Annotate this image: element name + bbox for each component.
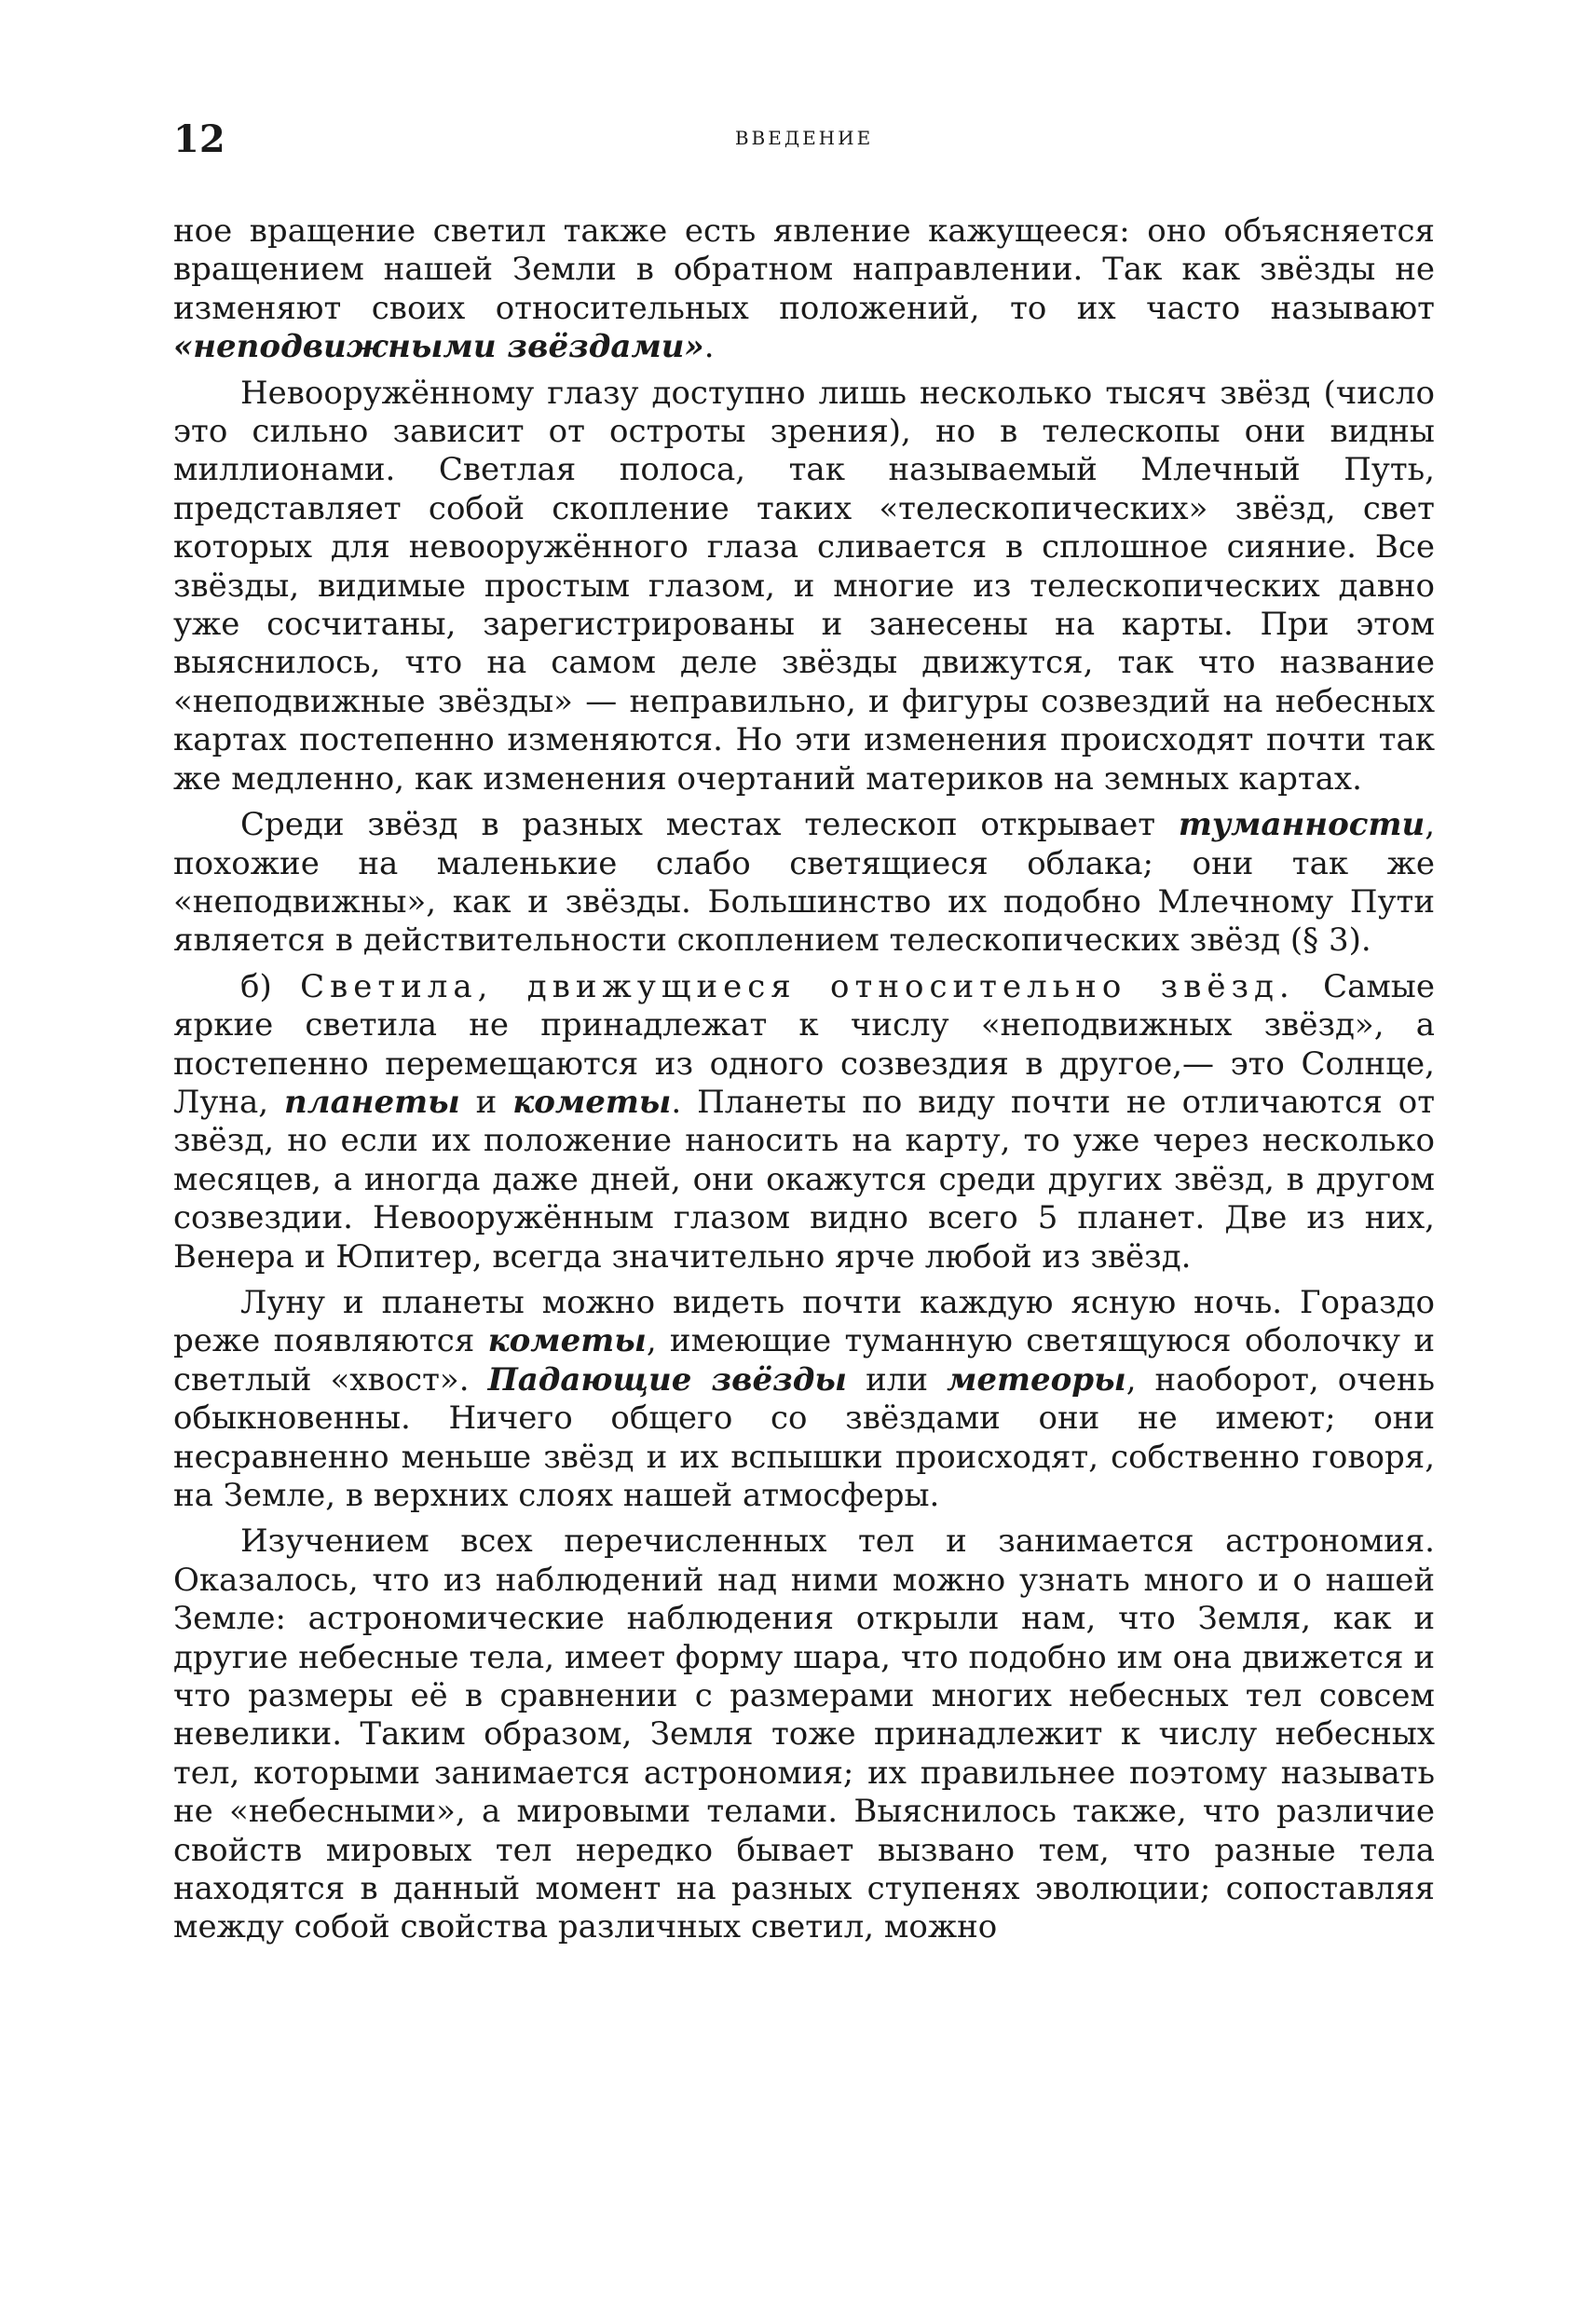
emphasis: метеоры [947, 1360, 1126, 1399]
section-heading-spaced: Светила, движущиеся относительно звёзд. [300, 967, 1295, 1005]
text-run: Самые яркие светила не принадлежат к числу «неподвижных звёзд», а постепенно перемещаются из одного созвездия в другое,— это Солнце, Луна, [173, 967, 1435, 1121]
paragraph-2 [173, 375, 1435, 799]
paragraph-1 [173, 212, 1435, 367]
paragraph-4 [173, 968, 1435, 1276]
text-run: ное вращение светил также есть явление кажущееся: оно объясняется вращением нашей Земли в обратном направлении. Так как звёзды не изменяют своих относительных положений, то их часто называют [173, 212, 1435, 327]
emphasis: Падающие звёзды [487, 1360, 848, 1399]
text-run: , имеющие туманную светящуюся оболочку и светлый «хвост». [173, 1322, 1436, 1399]
paragraph-6 [173, 1522, 1435, 1946]
text-run: и [459, 1083, 513, 1121]
text-run: или [847, 1360, 948, 1399]
text-run: , наоборот, очень обыкновенны. Ничего общего со звёздами они не имеют; они несравненно меньше звёзд и их вспышки происходят, собственно говоря, на Земле, в верхних слоях нашей атмосферы. [173, 1360, 1436, 1514]
text-run: Невооружённому глазу доступно лишь несколько тысяч звёзд (число это сильно зависит от остроты зрения), но в телескопы они видны миллионами. Светлая полоса, так называемый Млечный Путь, представляет собой скопление таких «телескопических» звёзд, свет которых для невооружённого глаза сливается в сплошное сияние. Все звёзды, видимые простым глазом, и многие из телескопических давно уже сосчитаны, зарегистрированы и занесены на карты. При этом выяснилось, что на самом деле звёзды движутся, так что название «неподвижные звёзды» — неправильно, и фигуры созвездий на небесных картах постепенно изменяются. Но эти изменения происходят почти так же медленно, как изменения очертаний материков на земных картах. [173, 374, 1435, 798]
paragraph-5 [173, 1284, 1435, 1515]
text-run: Среди звёзд в разных местах телескоп открывает [240, 806, 1179, 844]
text-run: б) [240, 967, 301, 1005]
emphasis: планеты [284, 1083, 460, 1121]
text-run: . Планеты по виду почти не отличаются от звёзд, но если их положение наносить на карту, то уже через несколько месяцев, а иногда даже дней, они окажутся среди других звёзд, в другом созвездии. Невооружённым глазом видно всего 5 планет. Две из них, Венера и Юпитер, всегда значительно ярче любой из звёзд. [173, 1083, 1435, 1276]
text-run: Изучением всех перечисленных тел и занимается астрономия. Оказалось, что из наблюдений над ними можно узнать много и о нашей Земле: астрономические наблюдения открыли нам, что Земля, как и другие небесные тела, имеет форму шара, что подобно им она движется и что размеры её в сравнении с размерами многих небесных тел совсем невелики. Таким образом, Земля тоже принадлежит к числу небесных тел, которыми занимается астрономия; их правильнее поэтому называть не «небесными», а мировыми телами. Выяснилось также, что различие свойств мировых тел нередко бывает вызвано тем, что разные тела находятся в данный момент на разных ступенях эволюции; сопоставляя между собой свойства различных светил, можно [173, 1522, 1435, 1946]
page-header [173, 117, 1435, 164]
text-run: Луну и планеты можно видеть почти каждую ясную ночь. Гораздо реже появляются [173, 1283, 1435, 1360]
emphasis: кометы [512, 1083, 672, 1121]
emphasis: туманности [1178, 806, 1425, 844]
emphasis: кометы [487, 1322, 647, 1360]
paragraph-3 [173, 806, 1435, 961]
emphasis: «неподвижными звёздами» [173, 328, 704, 366]
running-title: ВВЕДЕНИЕ [734, 127, 874, 149]
body-text [173, 212, 1435, 1947]
text-run: , похожие на маленькие слабо светящиеся облака; они так же «неподвижны», как и звёзды. Большинство их подобно Млечному Пути является в действительности скоплением телескопических звёзд (§ 3). [173, 806, 1435, 960]
page-number: 12 [173, 117, 225, 161]
text-run: . [703, 328, 715, 366]
